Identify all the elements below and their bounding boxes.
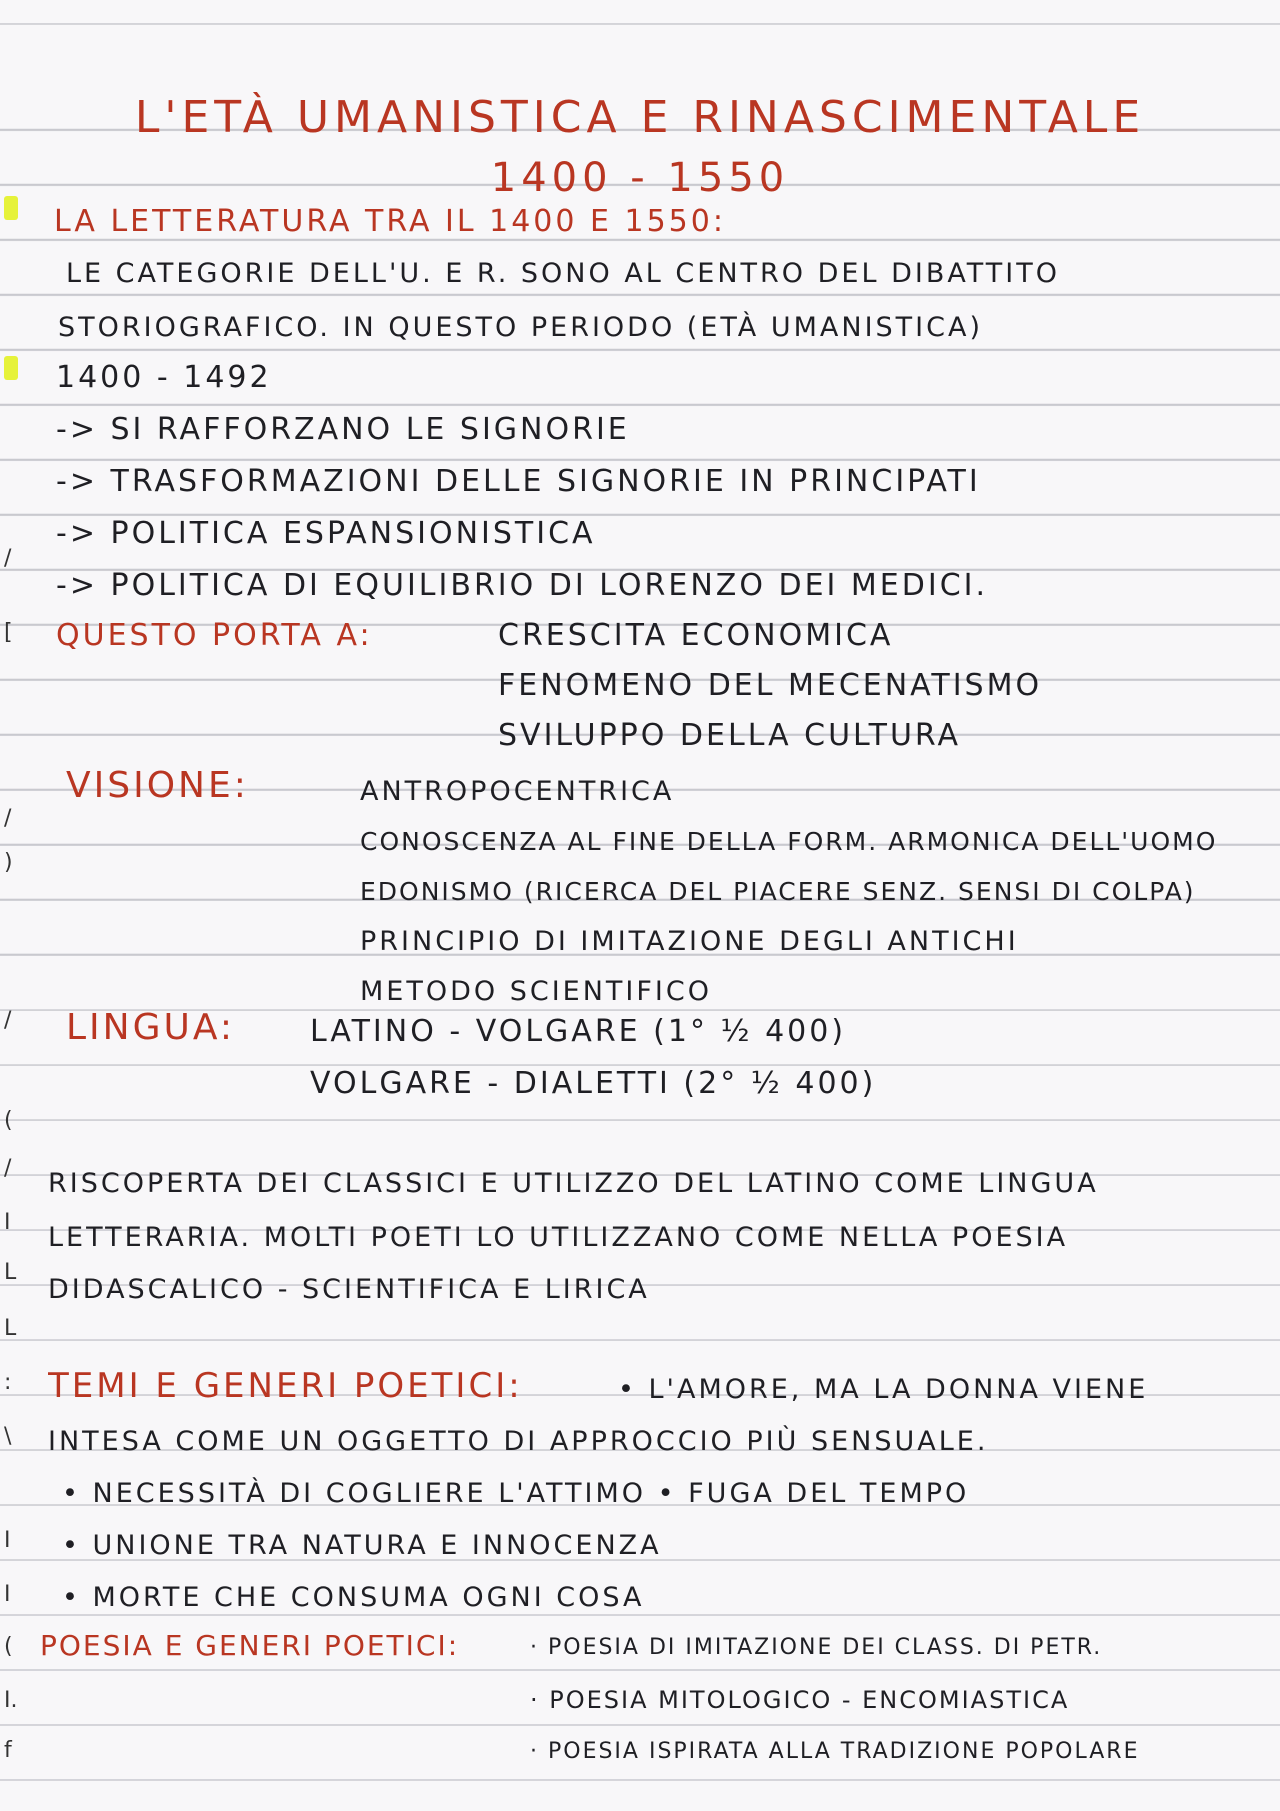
poesia-item: · POESIA MITOLOGICO - ENCOMIASTICA [530,1686,1070,1714]
margin-tick: L [4,1316,17,1341]
margin-tick: / [4,806,12,831]
poesia-item: · POESIA ISPIRATA ALLA TRADIZIONE POPOLARE [530,1739,1140,1764]
highlight-mark [4,356,18,380]
margin-tick: : [4,1370,12,1395]
visione-item: CONOSCENZA AL FINE DELLA FORM. ARMONICA DELL'UOMO [360,827,1218,856]
lingua-item: LATINO - VOLGARE (1° ½ 400) [310,1014,847,1049]
temi-line: • L'AMORE, MA LA DONNA VIENE [618,1374,1149,1405]
visione-item: EDONISMO (RICERCA DEL PIACERE SENZ. SENSI DI COLPA) [360,877,1196,906]
margin-tick: \ [4,1424,12,1449]
politica-item: CRESCITA ECONOMICA [498,618,894,653]
margin-tick: [ [4,620,13,645]
visione-label: VISIONE: [66,766,249,806]
margin-tick: / [4,1008,12,1033]
margin-tick: / [4,1156,12,1181]
riscoperta-line: RISCOPERTA DEI CLASSICI E UTILIZZO DEL LATINO COME LINGUA [48,1168,1099,1199]
margin-tick: ( [4,1108,13,1133]
margin-marks [4,0,34,1811]
politica-item: FENOMENO DEL MECENATISMO [498,668,1043,703]
event-item: -> POLITICA DI EQUILIBRIO DI LORENZO DEI MEDICI. [56,568,989,603]
margin-tick: ) [4,850,13,875]
lingua-item: VOLGARE - DIALETTI (2° ½ 400) [310,1066,877,1101]
temi-line: • MORTE CHE CONSUMA OGNI COSA [62,1582,645,1613]
poesia-label: POESIA E GENERI POETICI: [40,1629,460,1662]
riscoperta-line: LETTERARIA. MOLTI POETI LO UTILIZZANO COME NELLA POESIA [48,1222,1069,1253]
margin-tick: I. [4,1688,18,1713]
event-item: -> SI RAFFORZANO LE SIGNORIE [56,412,630,447]
visione-item: PRINCIPIO DI IMITAZIONE DEGLI ANTICHI [360,926,1019,957]
margin-tick: L [4,1260,17,1285]
margin-tick: I [4,1210,11,1235]
visione-item: METODO SCIENTIFICO [360,976,712,1007]
event-item: -> TRASFORMAZIONI DELLE SIGNORIE IN PRINCIPATI [56,464,981,499]
margin-tick: ( [4,1634,13,1659]
intro-line-2: STORIOGRAFICO. IN QUESTO PERIODO (ETÀ UMANISTICA) [58,312,983,343]
temi-line: • NECESSITÀ DI COGLIERE L'ATTIMO • FUGA DEL TEMPO [62,1478,970,1509]
margin-tick: I [4,1582,11,1607]
poesia-item: · POESIA DI IMITAZIONE DEI CLASS. DI PETR. [530,1635,1103,1660]
temi-line: INTESA COME UN OGGETTO DI APPROCCIO PIÙ SENSUALE. [48,1426,989,1457]
event-item: -> POLITICA ESPANSIONISTICA [56,516,596,551]
margin-tick: / [4,546,12,571]
politica-label: QUESTO PORTA A: [56,618,373,653]
temi-line: • UNIONE TRA NATURA E INNOCENZA [62,1530,662,1561]
politica-item: SVILUPPO DELLA CULTURA [498,718,962,753]
intro-line-1: LE CATEGORIE DELL'U. E R. SONO AL CENTRO DEL DIBATTITO [66,258,1060,289]
visione-item: ANTROPOCENTRICA [360,776,675,807]
page-title: L'ETÀ UMANISTICA E RINASCIMENTALE [134,92,1146,143]
page-subtitle-years: 1400 - 1550 [490,155,790,201]
riscoperta-line: DIDASCALICO - SCIENTIFICA E LIRICA [48,1274,650,1305]
lingua-label: LINGUA: [66,1008,235,1048]
temi-label: TEMI E GENERI POETICI: [48,1366,523,1406]
margin-tick: I [4,1528,11,1553]
intro-years: 1400 - 1492 [56,360,272,395]
intro-heading: LA LETTERATURA TRA IL 1400 E 1550: [54,204,726,239]
margin-tick: f [4,1738,12,1763]
